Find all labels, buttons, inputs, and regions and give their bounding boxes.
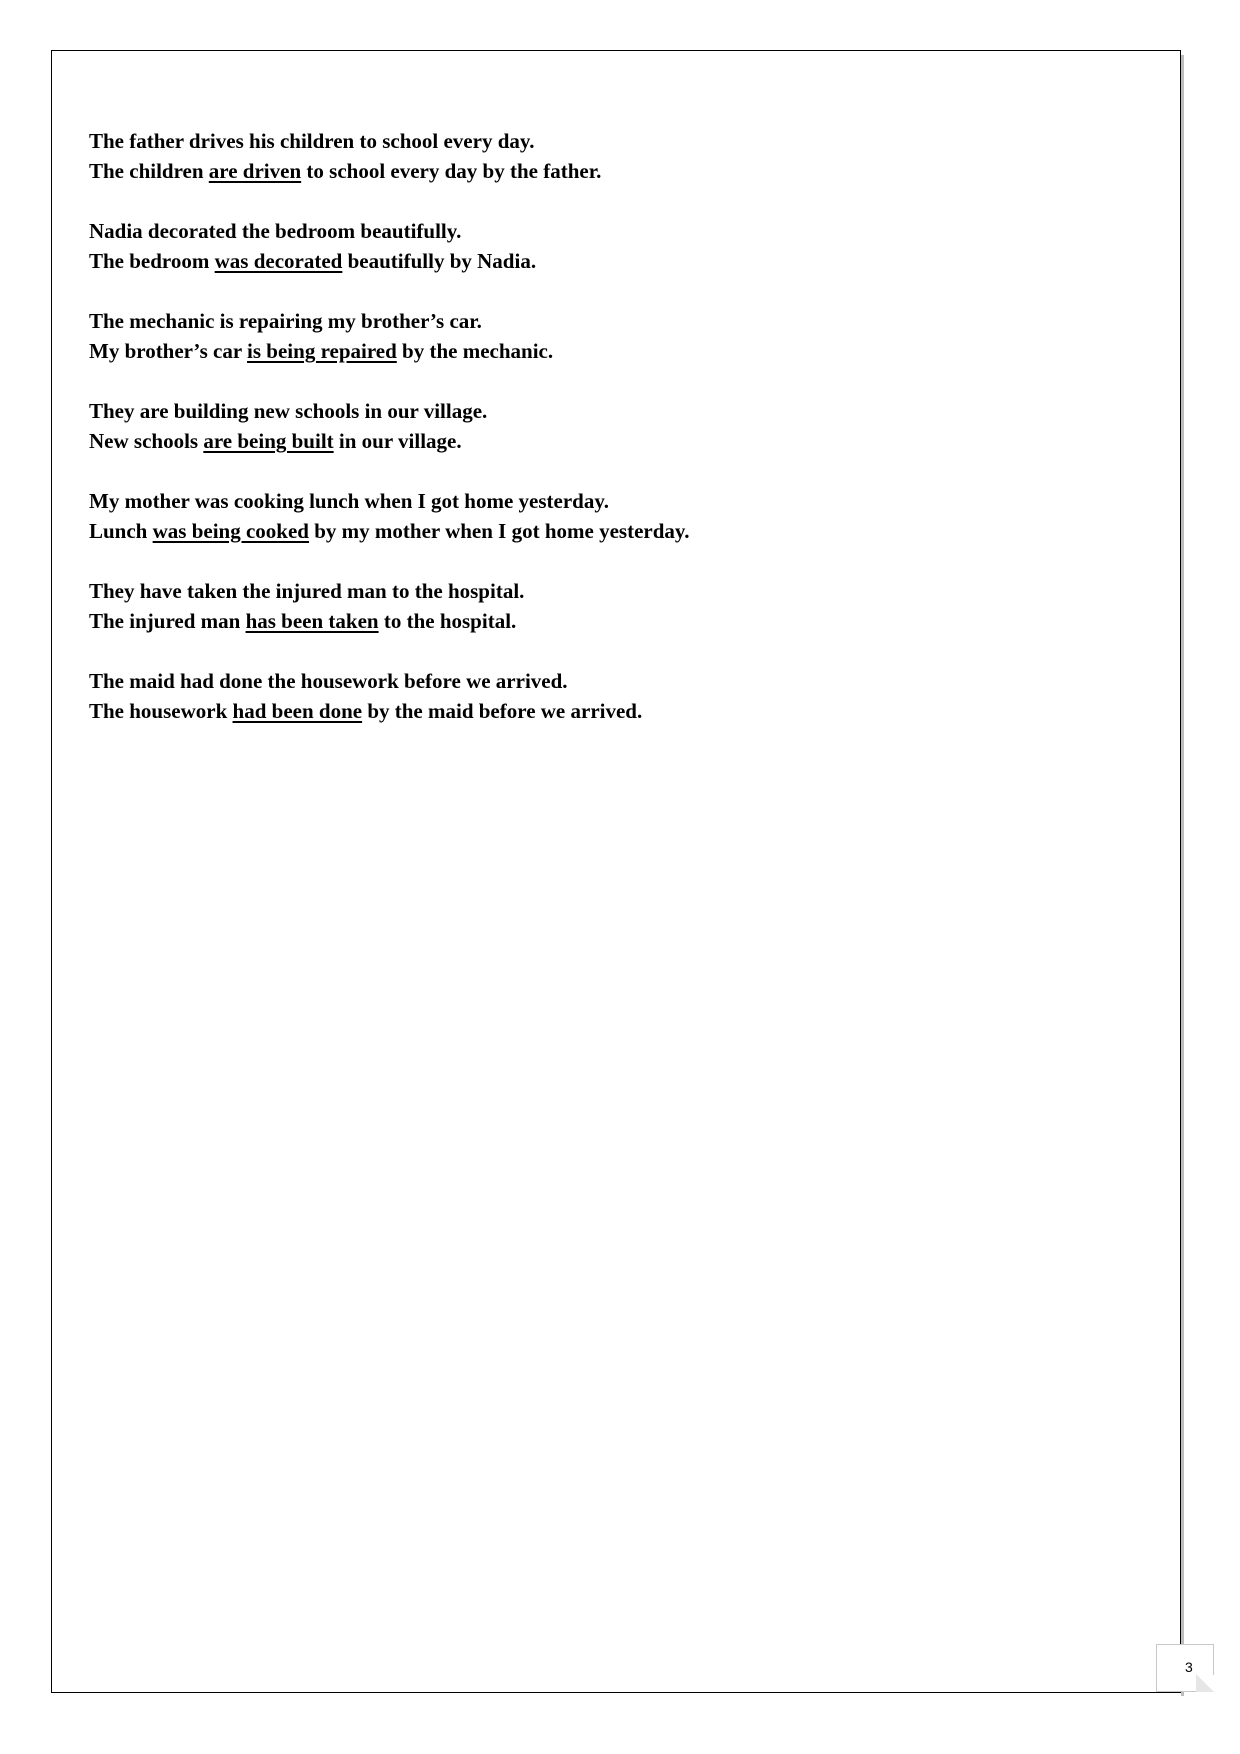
passive-rest: by my mother when I got home yesterday. (308, 519, 690, 543)
passive-verb: was being cooked (152, 519, 309, 543)
passive-rest: by the maid before we arrived. (362, 699, 643, 723)
passive-subject: The bedroom (89, 249, 215, 273)
passive-rest: in our village. (333, 429, 462, 453)
active-sentence: They have taken the injured man to the hospital. (89, 579, 525, 603)
sentence-pair-5 (89, 486, 1149, 546)
passive-rest: to school every day by the father. (301, 159, 602, 183)
passive-verb: was decorated (214, 249, 343, 273)
active-sentence: My mother was cooking lunch when I got home yesterday. (89, 489, 609, 513)
sentence-pair-2 (89, 216, 1149, 276)
passive-sentence (89, 426, 1149, 456)
active-sentence: Nadia decorated the bedroom beautifully. (89, 219, 462, 243)
active-sentence: The mechanic is repairing my brother’s car. (89, 309, 482, 333)
active-sentence: The maid had done the housework before we arrived. (89, 669, 568, 693)
passive-sentence (89, 336, 1149, 366)
page-number-box (1156, 1644, 1214, 1692)
passive-verb: has been taken (245, 609, 379, 633)
passive-sentence (89, 246, 1149, 276)
sentence-pair-6 (89, 576, 1149, 636)
sentence-pair-4 (89, 396, 1149, 456)
passive-rest: to the hospital. (378, 609, 517, 633)
passive-subject: The children (89, 159, 209, 183)
sentence-list (89, 126, 1149, 756)
passive-rest: by the mechanic. (396, 339, 554, 363)
passive-sentence (89, 606, 1149, 636)
passive-rest: beautifully by Nadia. (342, 249, 537, 273)
active-sentence: They are building new schools in our village. (89, 399, 488, 423)
sentence-pair-7 (89, 666, 1149, 726)
page-curl-edge (1157, 1691, 1197, 1692)
passive-subject: My brother’s car (89, 339, 248, 363)
passive-verb: are driven (208, 159, 302, 183)
passive-verb: are being built (203, 429, 334, 453)
passive-subject: New schools (89, 429, 204, 453)
sentence-pair-3 (89, 306, 1149, 366)
page-curl-edge (1213, 1645, 1214, 1675)
passive-sentence (89, 696, 1149, 726)
passive-subject: Lunch (89, 519, 153, 543)
passive-subject: The injured man (89, 609, 246, 633)
passive-sentence (89, 156, 1149, 186)
page-curl-icon (1196, 1674, 1214, 1692)
sentence-pair-1 (89, 126, 1149, 186)
passive-subject: The housework (89, 699, 233, 723)
active-sentence: The father drives his children to school every day. (89, 129, 535, 153)
passive-verb: is being repaired (247, 339, 397, 363)
passive-sentence (89, 516, 1149, 546)
passive-verb: had been done (232, 699, 363, 723)
page-number: 3 (1185, 1659, 1193, 1675)
